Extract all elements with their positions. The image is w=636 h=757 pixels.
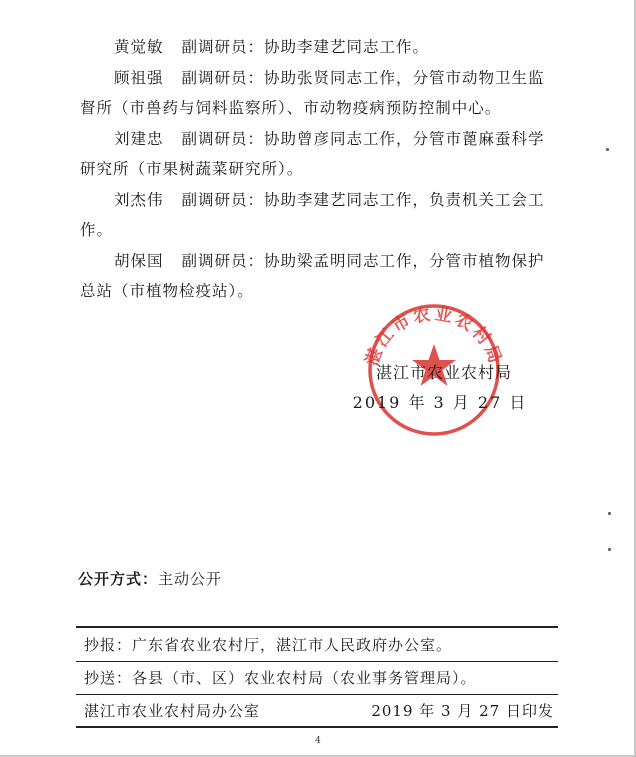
disclosure-label: 公开方式： — [78, 570, 159, 588]
duty-entry — [80, 32, 560, 62]
duty-entry — [80, 124, 560, 184]
report-to-line: 抄报：广东省农业农村厅，湛江市人民政府办公室。 — [84, 636, 453, 654]
disclosure-value: 主动公开 — [158, 570, 223, 588]
official-name: 刘杰伟 — [114, 191, 164, 209]
copy-to-line: 抄送：各县（市、区）农业农村局（农业事务管理局）。 — [84, 669, 477, 687]
scan-speck — [608, 548, 611, 551]
official-name: 黄觉敏 — [114, 38, 164, 56]
duty-list — [80, 32, 560, 307]
scan-speck — [606, 148, 609, 151]
duty-text: 副调研员：协助李建艺同志工作，负责机关工会工作。 — [80, 191, 545, 239]
duty-entry — [80, 185, 560, 245]
duty-text: 副调研员：协助张贤同志工作，分管市动物卫生监督所（市兽药与饲料监察所）、市动物疫病预防控制中心。 — [80, 69, 545, 117]
page-number: 4 — [315, 736, 321, 746]
duty-text: 副调研员：协助梁孟明同志工作，分管市植物保护总站（市植物检疫站）。 — [80, 252, 545, 300]
disclosure-line — [78, 568, 222, 589]
signature-block — [340, 358, 540, 418]
seal-text: 湛江市农业农村局 — [362, 304, 506, 369]
issuing-office: 湛江市农业农村局办公室 — [84, 702, 261, 720]
official-name: 顾祖强 — [114, 69, 164, 87]
issue-date: 2019 年 3 月 27 日印发 — [371, 702, 554, 720]
duty-entry — [80, 63, 560, 123]
duty-text: 副调研员：协助李建艺同志工作。 — [181, 38, 430, 56]
duty-text: 副调研员：协助曾彦同志工作，分管市蓖麻蚕科学研究所（市果树蔬菜研究所）。 — [80, 130, 545, 178]
official-name: 刘建忠 — [114, 130, 164, 148]
signature-org: 湛江市农业农村局 — [375, 363, 512, 382]
scan-speck — [608, 512, 611, 515]
divider-top — [76, 626, 558, 628]
signature-date: 2019 年 3 月 27 日 — [352, 393, 528, 412]
divider-bottom — [76, 726, 558, 728]
divider — [76, 661, 558, 662]
duty-entry — [80, 246, 560, 306]
divider — [76, 694, 558, 695]
official-name: 胡保国 — [114, 252, 164, 270]
